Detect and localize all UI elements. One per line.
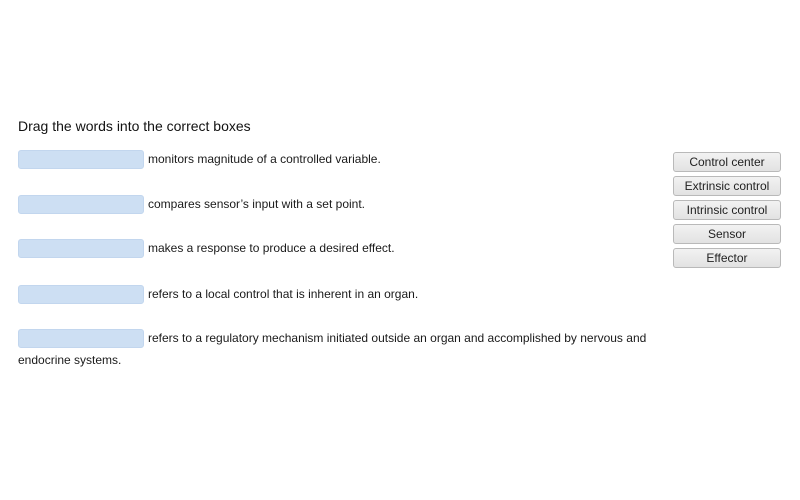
- drop-box-3[interactable]: [18, 239, 144, 258]
- word-bank: [673, 152, 781, 272]
- word-tile-effector[interactable]: Effector: [673, 248, 781, 268]
- question-row-4: [18, 283, 668, 305]
- drop-box-1[interactable]: [18, 150, 144, 169]
- question-text-1: monitors magnitude of a controlled variable.: [148, 152, 381, 166]
- question-row-5: [18, 327, 668, 371]
- question-row-2: [18, 193, 668, 215]
- word-tile-intrinsic-control[interactable]: Intrinsic control: [673, 200, 781, 220]
- question-text-4: refers to a local control that is inherent in an organ.: [148, 287, 419, 301]
- question-text-3: makes a response to produce a desired effect.: [148, 241, 395, 255]
- question-text-5: refers to a regulatory mechanism initiated outside an organ and accomplished by nervous and endocrine systems.: [18, 331, 647, 367]
- drop-box-2[interactable]: [18, 195, 144, 214]
- question-row-3: [18, 237, 668, 259]
- word-tile-extrinsic-control[interactable]: Extrinsic control: [673, 176, 781, 196]
- word-tile-control-center[interactable]: Control center: [673, 152, 781, 172]
- drop-box-5[interactable]: [18, 329, 144, 348]
- instruction-text: Drag the words into the correct boxes: [18, 118, 251, 134]
- drop-box-4[interactable]: [18, 285, 144, 304]
- question-row-1: [18, 148, 668, 170]
- word-tile-sensor[interactable]: Sensor: [673, 224, 781, 244]
- question-text-2: compares sensor’s input with a set point.: [148, 197, 366, 211]
